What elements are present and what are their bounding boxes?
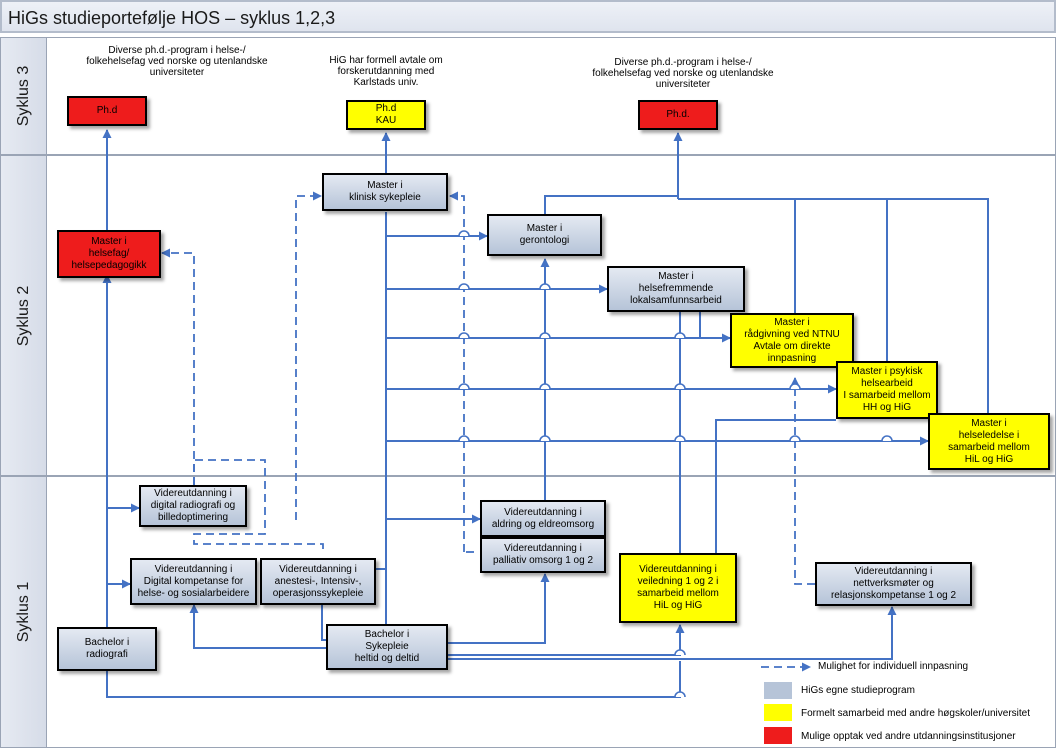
box-master-helseledelse[interactable]: Master i helseledelse i samarbeid mellom HiL og HiG — [928, 413, 1050, 470]
legend-dashed-label: Mulighet for individuell innpasning — [818, 661, 969, 672]
box-vid-anestesi[interactable]: Videreutdanning i anestesi-, Intensiv-, operasjonssykepleie — [260, 558, 376, 605]
box-phd-right[interactable]: Ph.d. — [638, 100, 718, 130]
dashed-to-klinisk-right — [450, 196, 464, 552]
diagram-title: HiGs studieportefølje HOS – syklus 1,2,3 — [8, 8, 336, 28]
hop — [675, 436, 685, 441]
dashed-nettverk-to-radgivning — [795, 378, 815, 584]
note-phd-left: Diverse ph.d.-program i helse-/ folkehelsefag ved norske og utenlandske universiteter — [86, 45, 268, 78]
hop — [459, 436, 469, 441]
hop — [675, 650, 685, 655]
box-bachelor-radiografi[interactable]: Bachelor i radiografi — [57, 627, 157, 671]
box-vid-nettverksmoter[interactable]: Videreutdanning i nettverksmøter og relasjonskompetanse 1 og 2 — [815, 562, 972, 606]
hop — [459, 384, 469, 389]
hop — [540, 284, 550, 289]
box-master-radgivning[interactable]: Master i rådgivning ved NTNU Avtale om direkte innpasning — [730, 313, 854, 368]
box-master-helsefag[interactable]: Master i helsefag/ helsepedagogikk — [57, 230, 161, 278]
hop — [459, 284, 469, 289]
legend-blue-swatch — [764, 682, 792, 699]
hop — [459, 231, 469, 236]
dashed-helsefag-entry — [162, 253, 194, 485]
box-vid-digital-kompetanse[interactable]: Videreutdanning i Digital kompetanse for helse- og sosialarbeidere — [130, 558, 257, 605]
box-vid-aldring[interactable]: Videreutdanning i aldring og eldreomsorg — [480, 500, 606, 537]
hop — [790, 436, 800, 441]
lane-label-syklus-2: Syklus 2 — [1, 156, 47, 475]
legend-red-label: Mulige opptak ved andre utdanningsinstitusjoner — [801, 731, 1016, 742]
lane-label-syklus-3: Syklus 3 — [1, 38, 47, 154]
box-vid-palliativ[interactable]: Videreutdanning i palliativ omsorg 1 og 2 — [480, 537, 606, 573]
hop — [540, 436, 550, 441]
note-phd-kau: HiG har formell avtale om forskerutdanning med Karlstads univ. — [329, 55, 443, 88]
box-phd-left[interactable]: Ph.d — [67, 96, 147, 126]
hop — [675, 692, 685, 697]
link-veiledning-to-psykisk — [716, 420, 836, 553]
box-master-klinisk-sykepleie[interactable]: Master i klinisk sykepleie — [322, 173, 448, 211]
box-phd-kau[interactable]: Ph.d KAU — [346, 100, 426, 130]
note-phd-right: Diverse ph.d.-program i helse-/ folkehelsefag ved norske og utenlandske universiteter — [592, 57, 774, 90]
link-bachelor-to-veiledning — [448, 625, 680, 655]
link-bachelor-to-digital — [194, 605, 326, 648]
legend-blue-label: HiGs egne studieprogram — [801, 685, 915, 696]
hop — [540, 384, 550, 389]
hop — [459, 333, 469, 338]
box-bachelor-sykepleie[interactable]: Bachelor i Sykepleie heltid og deltid — [326, 624, 448, 670]
legend-red-swatch — [764, 727, 792, 744]
legend-yellow-swatch — [764, 704, 792, 721]
hop — [882, 436, 892, 441]
link-bachelor-to-palliativ — [448, 574, 545, 643]
lane-label-syklus-1: Syklus 1 — [1, 477, 47, 747]
box-master-psykisk-helsearbeid[interactable]: Master i psykisk helsearbeid I samarbeid mellom HH og HiG — [836, 361, 938, 419]
dashed-to-klinisk-left — [296, 196, 321, 520]
legend-yellow-label: Formelt samarbeid med andre høgskoler/universitet — [801, 708, 1030, 719]
box-master-gerontologi[interactable]: Master i gerontologi — [487, 214, 602, 256]
box-vid-digital-radiografi[interactable]: Videreutdanning i digital radiografi og billedoptimering — [139, 485, 247, 527]
hop — [790, 384, 800, 389]
link-gerontologi-up — [545, 196, 678, 215]
hop — [540, 333, 550, 338]
hop — [675, 384, 685, 389]
box-master-lokalsamfunnsarbeid[interactable]: Master i helsefremmende lokalsamfunnsarbeid — [607, 266, 745, 312]
box-vid-veiledning[interactable]: Videreutdanning i veiledning 1 og 2 i samarbeid mellom HiL og HiG — [619, 553, 737, 623]
hop — [675, 333, 685, 338]
